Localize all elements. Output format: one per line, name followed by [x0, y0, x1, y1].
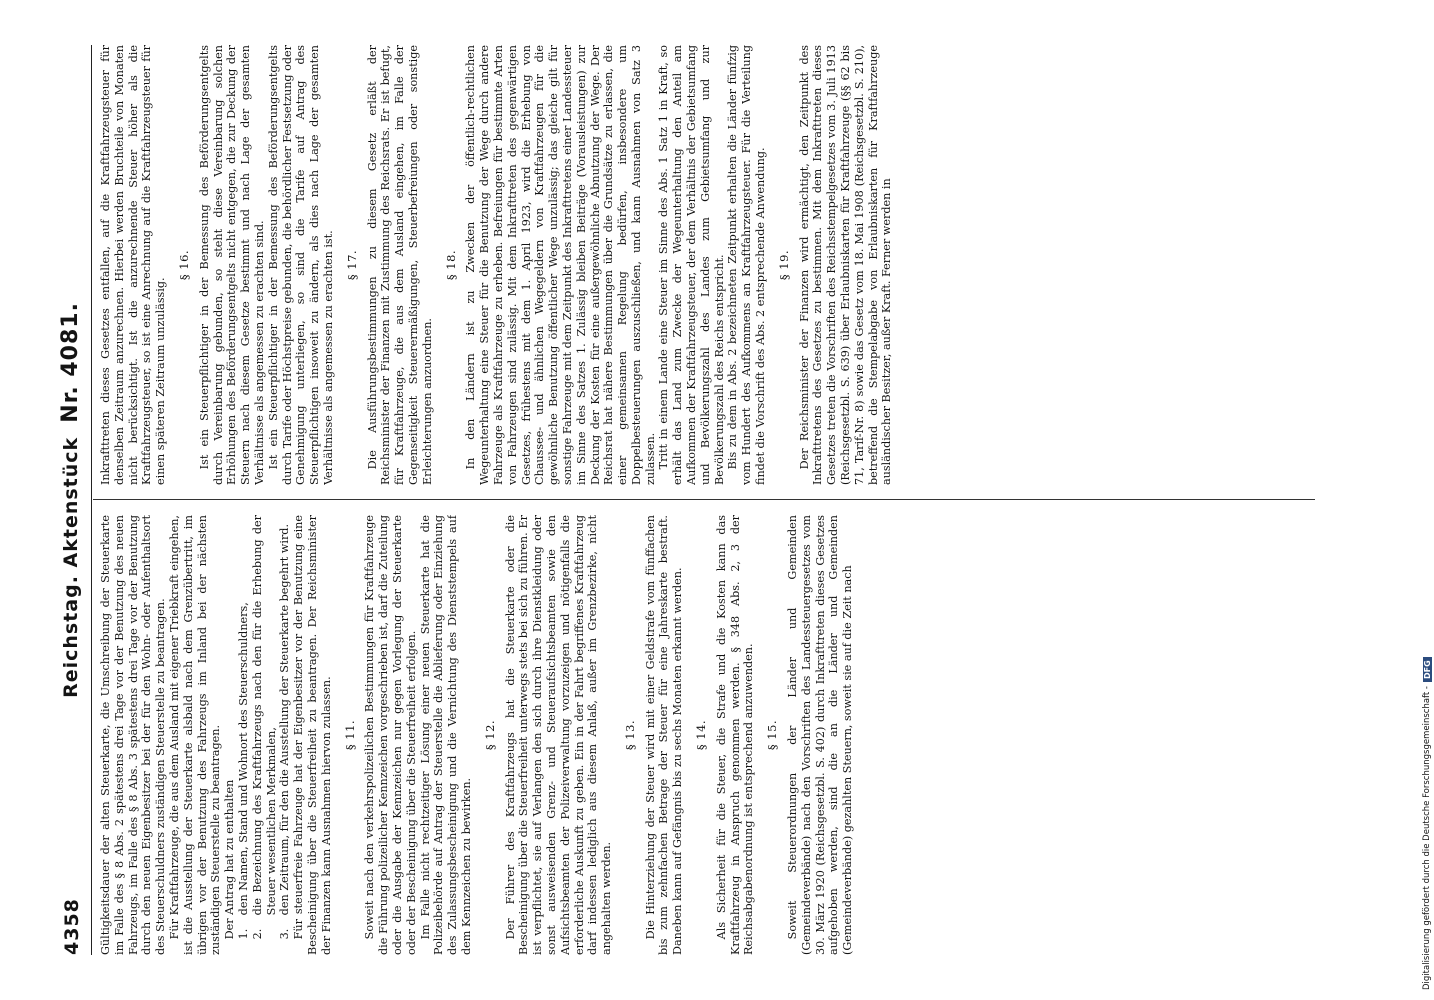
section-heading: § 15.: [765, 719, 780, 751]
document-number: Nr. 4081.: [58, 302, 83, 423]
paragraph: Als Sicherheit für die Steuer, die Strafe und die Kosten kann das Kraftfahrzeug in Anspruch genommen werden. § 348 Abs. 2, 3 der Reichsabgabenordnung ist entsprechend anzuwenden.: [714, 515, 756, 955]
page-number: 4358: [61, 898, 83, 955]
header-title-wrap: [58, 302, 83, 698]
section-heading: § 17.: [344, 249, 359, 281]
credit-text: Digitalisierung gefördert durch die Deutsche Forschungsgemeinschaft -: [1422, 686, 1432, 990]
paragraph: Die Hinterziehung der Steuer wird mit einer Geldstrafe vom fünffachen bis zum zehnfachen Betrage der Steuer für eine Jahreskarte bestraft. Daneben kann auf Gefängnis bis zu sechs Monaten erkannt werden.: [643, 515, 685, 955]
paragraph: Der Antrag hat zu enthalten: [223, 779, 237, 940]
paragraph: In den Ländern ist zu Zwecken der öffentlich-rechtlichen Wegeunterhaltung eine Steuer für die Benutzung der Wege durch andere Fahrzeuge als Kraftfahrzeuge zu erheben. Befreiungen für bestimmte Arten von Fahrzeugen sind zulässig. Mit dem Inkrafttreten des gegenwärtigen Gesetzes, frühestens mit dem 1. April 1923, wird die Erhebung von Chaussee- und ähnlichen Wegegeldern von Kraftfahrzeugen für die gewöhnliche Benutzung öffentlicher Wege unzulässig; das gleiche gilt für sonstige Fahrzeuge mit dem Zeitpunkt des Inkrafttretens einer Landessteuer im Sinne des Satzes 1. Zulässig bleiben Beiträge (Vorausleistungen) zur Deckung der Kosten für eine außergewöhnliche Abnutzung der Wege. Der Reichsrat hat nähere Bestimmungen über die Grundsätze zu erlassen, die einer gemeinsamen Regelung bedürfen, insbesondere um Doppelbesteuerungen auszuschließen, und kann Ausnahmen von Satz 3 zulassen.: [464, 45, 657, 485]
paragraph: Soweit Steuerordnungen der Länder und Gemeinden (Gemeindeverbände) nach den Vorschriften des Landessteuergesetzes vom 30. März 1920 (Reichsgesetzbl. S. 402) durch Inkrafttreten dieses Gesetzes aufgehoben werden, sind die an die Länder und Gemeinden (Gemeindeverbände) gezahlten Steuern, soweit sie auf die Zeit nach: [786, 515, 855, 955]
section-heading: § 18.: [443, 249, 458, 281]
dfg-logo: DFG: [1423, 657, 1432, 682]
section-heading: § 13.: [622, 719, 637, 751]
list-item: [278, 515, 292, 955]
list-text: den Namen, Stand und Wohnort des Steuerschuldners,: [236, 602, 250, 916]
paragraph: Der Führer des Kraftfahrzeugs hat die Steuerkarte oder die Bescheinigung über die Steuerfreiheit unterwegs stets bei sich zu führen. Er ist verpflichtet, sie auf Verlangen den sich durch ihre Dienstkleidung oder sonst ausweisenden Grenz- und Steueraufsichtsbeamten sowie den Aufsichtsbeamten der Polizeiverwaltung vorzuzeigen und nötigenfalls die erforderliche Auskunft zu geben. Ein in der Fahrt begriffenes Kraftfahrzeug darf indessen lediglich aus diesem Anlaß, außer im Grenzbezirke, nicht angehalten werden.: [503, 515, 614, 955]
list-text: die Bezeichnung des Kraftfahrzeugs nach den für die Erhebung der Steuer wesentlichen Merkmalen,: [250, 515, 278, 916]
paragraph: Ist ein Steuerpflichtiger in der Bemessung des Beförderungsentgelts durch Vereinbarung gebunden, so steht diese Vereinbarung solchen Erhöhungen des Beförderungsentgelts nicht entgegen, die zur Deckung der Steuern nach diesem Gesetze bestimmt und nach Lage der gesamten Verhältnisse als angemessen zu erachten sind.: [197, 45, 266, 485]
paragraph: Der Reichsminister der Finanzen wird ermächtigt, den Zeitpunkt des Inkrafttretens des Gesetzes zu bestimmen. Mit dem Inkrafttreten dieses Gesetzes treten die Vorschriften des Reichsstempelgesetzes vom 3. Juli 1913 (Reichsgesetzbl. S. 639) über Erlaubniskarten für Kraftfahrzeuge (§§ 62 bis 71, Tarif-Nr. 8) sowie das Gesetz vom 18. Mai 1908 (Reichsgesetzbl. S. 210), betreffend die Stempelabgabe von Erlaubniskarten für Kraftfahrzeuge ausländischer Besitzer, außer Kraft. Ferner werden in: [797, 45, 894, 485]
list-number: 2.: [250, 928, 264, 940]
paragraph: Für Kraftfahrzeuge, die aus dem Ausland mit eigener Triebkraft eingehen, ist die Ausstellung der Steuerkarte alsbald nach dem Grenzübertritt, im übrigen vor der Benutzung des Fahrzeugs im Inland bei der nächsten zuständigen Steuerstelle zu beantragen.: [167, 515, 223, 955]
section-heading: § 19.: [776, 249, 791, 281]
paragraph: Für steuerfreie Fahrzeuge hat der Eigenbesitzer vor der Benutzung eine Bescheinigung über die Steuerfreiheit zu beantragen. Der Reichsminister der Finanzen kann Ausnahmen hiervon zulassen.: [292, 515, 333, 955]
paragraph: Ist ein Steuerpflichtiger in der Bemessung des Beförderungsentgelts durch Tarife oder Höchstpreise gebunden, die behördlicher Festsetzung oder Genehmigung unterliegen, so sind die Tarife auf Antrag des Steuerpflichtigen insoweit zu ändern, als dies nach Lage der gesamten Verhältnisse als angemessen zu erachten ist.: [266, 45, 335, 485]
rotated-page-content: [45, 45, 1315, 955]
paragraph: Die Ausführungsbestimmungen zu diesem Gesetz erläßt der Reichsminister der Finanzen mit Zustimmung des Reichsrats. Er ist befugt, für Kraftfahrzeuge, die aus dem Ausland eingehen, im Falle der Gegenseitigkeit Steuerermäßigungen, Steuerbefreiungen oder sonstige Erleichterungen anzuordnen.: [365, 45, 434, 485]
list-item: [251, 515, 279, 955]
paragraph: Tritt in einem Lande eine Steuer im Sinne des Abs. 1 Satz 1 in Kraft, so erhält das Land zum Zwecke der Wegeunterhaltung den Anteil am Aufkommen der Kraftfahrzeugsteuer, der dem Verhältnis der Gebietsumfang und Bevölkerungszahl des Landes zum Gebietsumfang und zur Bevölkerungszahl des Reichs entspricht.: [657, 45, 726, 485]
column-divider: [93, 499, 1315, 500]
left-column: [99, 515, 1309, 955]
section-heading: § 11.: [342, 719, 357, 751]
paragraph: Bis zu dem in Abs. 2 bezeichneten Zeitpunkt erhalten die Länder fünfzig vom Hundert des Aufkommens an Kraftfahrzeugsteuer. Für die Verteilung findet die Vorschrift des Abs. 2 entsprechende Anwendung.: [726, 45, 768, 485]
header-title: Reichstag. Aktenstück: [60, 436, 82, 698]
header-rule: [91, 45, 92, 955]
paragraph: Gültigkeitsdauer der alten Steuerkarte, die Umschreibung der Steuerkarte im Falle des § 8 Abs. 2 spätestens drei Tage vor der Benutzung des neuen Fahrzeugs, im Falle des § 8 Abs. 3 spätestens drei Tage vor der Benutzung durch den neuen Eigenbesitzer bei der für den Wohn- oder Aufenthaltsort des Steuerschuldners zuständigen Steuerstelle zu beantragen.: [99, 515, 168, 955]
digitization-credit: [1420, 10, 1434, 990]
section-heading: § 14.: [694, 719, 709, 751]
paragraph: Soweit nach den verkehrspolizeilichen Bestimmungen für Kraftfahrzeuge die Führung polizeilicher Kennzeichen vorgeschrieben ist, darf die Zuteilung oder die Ausgabe der Kennzeichen nur gegen Vorlegung der Steuerkarte oder der Bescheinigung über die Steuerfreiheit erfolgen.: [363, 515, 418, 955]
list-number: 1.: [236, 928, 250, 940]
section-heading: § 16.: [176, 249, 191, 281]
list-item: [237, 515, 251, 955]
running-header: [45, 45, 83, 955]
paragraph: Im Falle nicht rechtzeitiger Lösung einer neuen Steuerkarte hat die Polizeibehörde auf Antrag der Steuerstelle die Ablieferung oder Einziehung des Zulassungsbescheinigung und die Vernichtung des Dienststempels auf dem Kennzeichen zu bewirken.: [418, 515, 473, 955]
section-heading: § 12.: [482, 719, 497, 751]
list-text: den Zeitraum, für den die Ausstellung der Steuerkarte begehrt wird.: [278, 523, 292, 916]
paragraph: Inkrafttreten dieses Gesetzes entfallen, auf die Kraftfahrzeugsteuer für denselben Zeitraum anzurechnen. Hierbei werden Bruchteile von Monaten nicht berücksichtigt. Ist die anzurechnende Steuer höher als die Kraftfahrzeugsteuer, so ist eine Anrechnung auf die Kraftfahrzeugsteuer für einen späteren Zeitraum unzulässig.: [99, 45, 168, 485]
right-column: [99, 45, 1309, 485]
list-number: 3.: [278, 928, 292, 940]
